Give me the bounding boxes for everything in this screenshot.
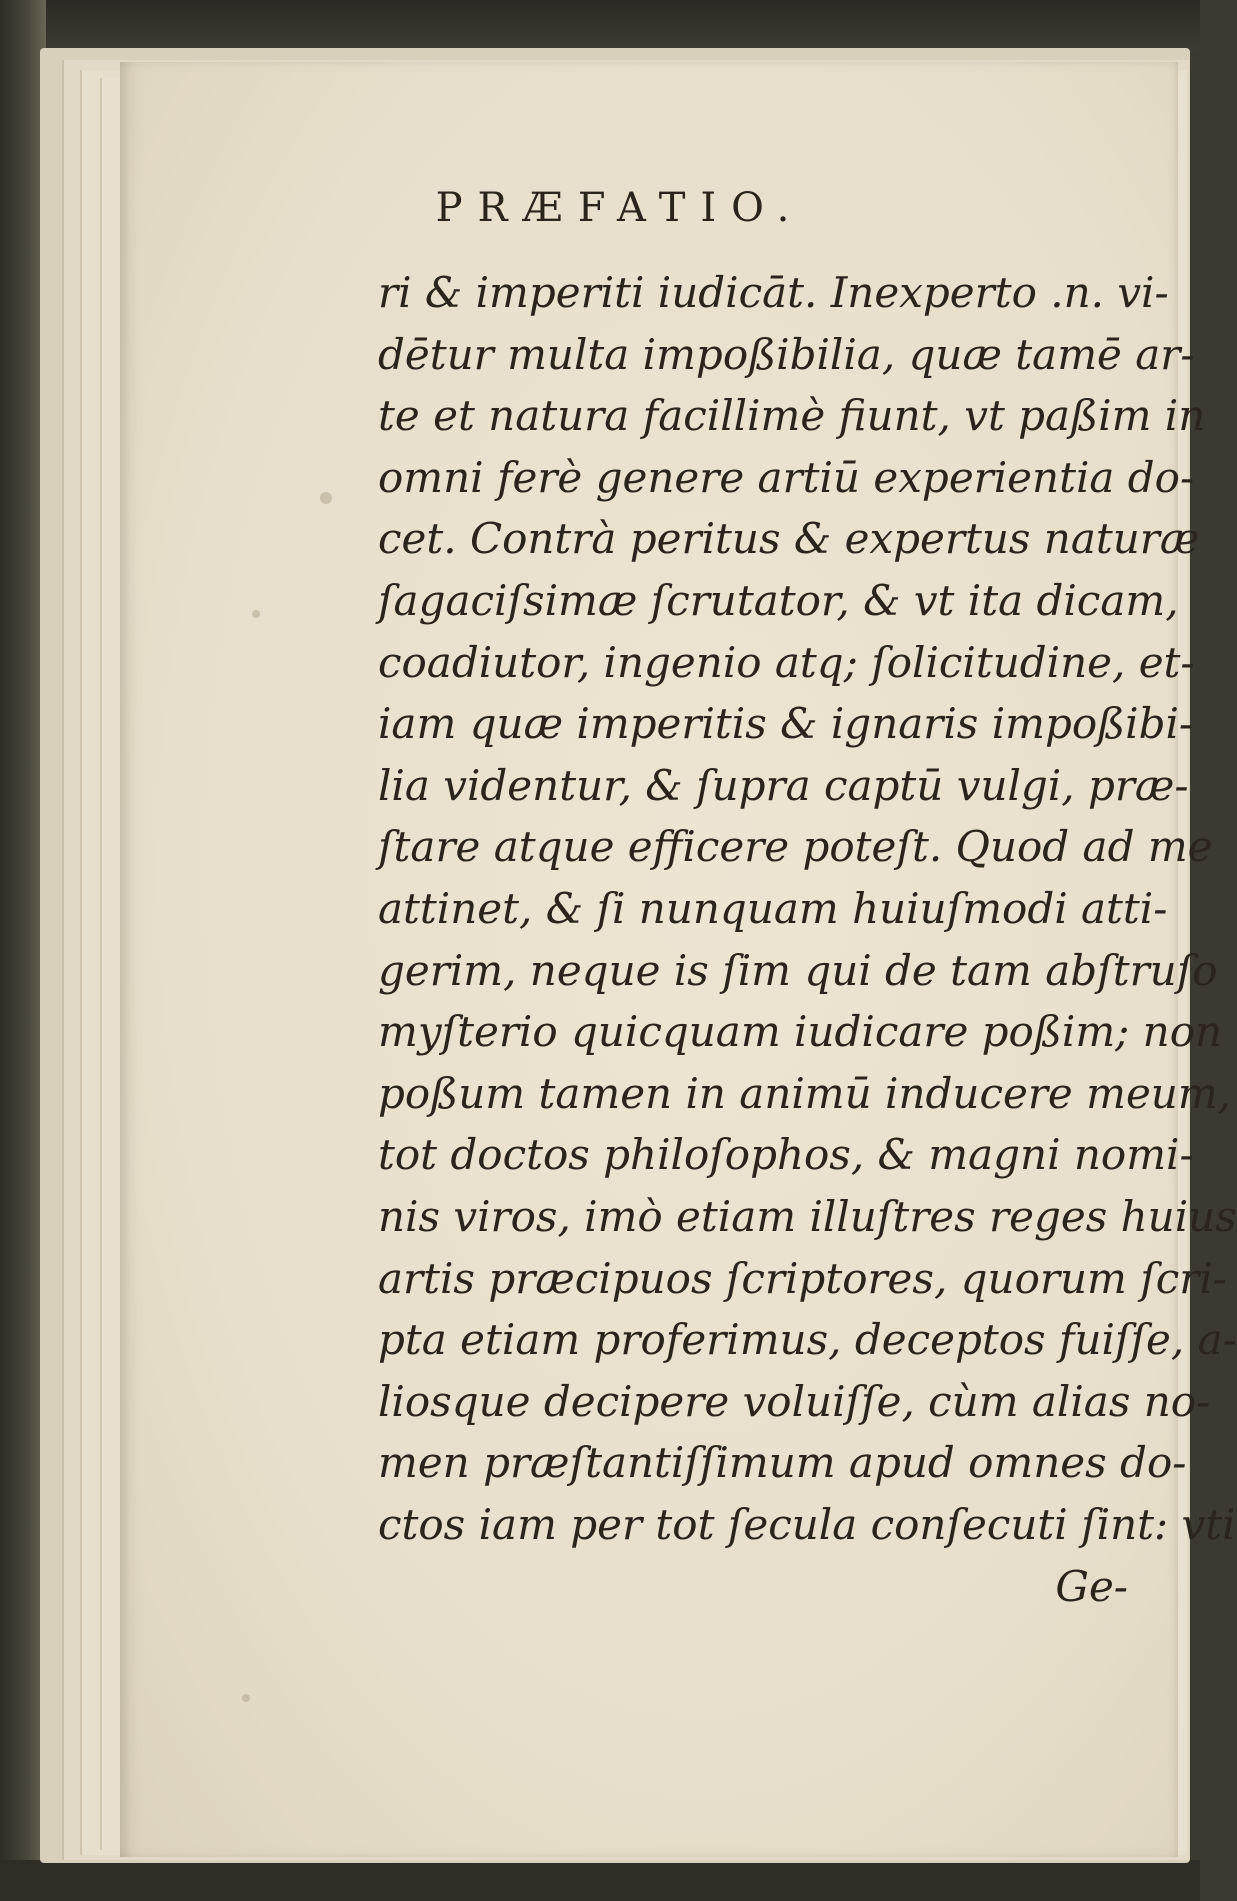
text-line: nis viros, imò etiam illuſtres reges huius [378,1191,1237,1241]
text-line: lia videntur, & ſupra captū vulgi, præ- [378,760,1189,810]
text-line: coadiutor, ingenio atq; ſolicitudine, et- [378,637,1195,687]
text-line: poßum tamen in animū inducere meum, [378,1068,1232,1118]
text-line: ctos iam per tot ſecula conſecuti ſint: vti [378,1499,1236,1549]
book-edge-bottom [0,1860,1200,1901]
text-line: tot doctos philoſophos, & magni nomi- [378,1130,1194,1180]
foxing-spot [252,610,260,618]
text-line: dētur multa impoßibilia, quæ tamē ar- [378,329,1195,379]
foxing-spot [320,492,332,504]
text-line: cet. Contrà peritus & expertus naturæ [378,514,1200,564]
text-line: ſagaciſsimæ ſcrutator, & vt ita dicam, [378,575,1179,625]
text-line: myſterio quicquam iudicare poßim; non [378,1007,1223,1057]
book-edge-top [0,0,1200,52]
catchword: Ge- [1055,1562,1128,1611]
text-line: men præſtantiſſimum apud omnes do- [378,1438,1187,1488]
text-line: ſtare atque efficere poteſt. Quod ad me [378,822,1213,872]
text-line: pta etiam proferimus, deceptos fuiſſe, a- [378,1315,1237,1365]
text-line: attinet, & ſi nunquam huiuſmodi atti- [378,883,1168,933]
text-line: iam quæ imperitis & ignaris impoßibi- [378,699,1194,749]
body-text [378,262,1237,1555]
text-line: ri & imperiti iudicāt. Inexperto .n. vi- [378,268,1169,317]
text-line: omni ferè genere artiū experientia do- [378,452,1195,502]
text-line: gerim, neque is ſim qui de tam abſtruſo [378,945,1218,995]
text-line: artis præcipuos ſcriptores, quorum ſcri- [378,1253,1227,1303]
running-header: PRÆFATIO. [435,185,805,231]
foxing-spot [242,1694,250,1702]
text-line: liosque decipere voluiſſe, cùm alias no- [378,1376,1211,1426]
text-line: te et natura facillimè fiunt, vt paßim in [378,391,1206,441]
